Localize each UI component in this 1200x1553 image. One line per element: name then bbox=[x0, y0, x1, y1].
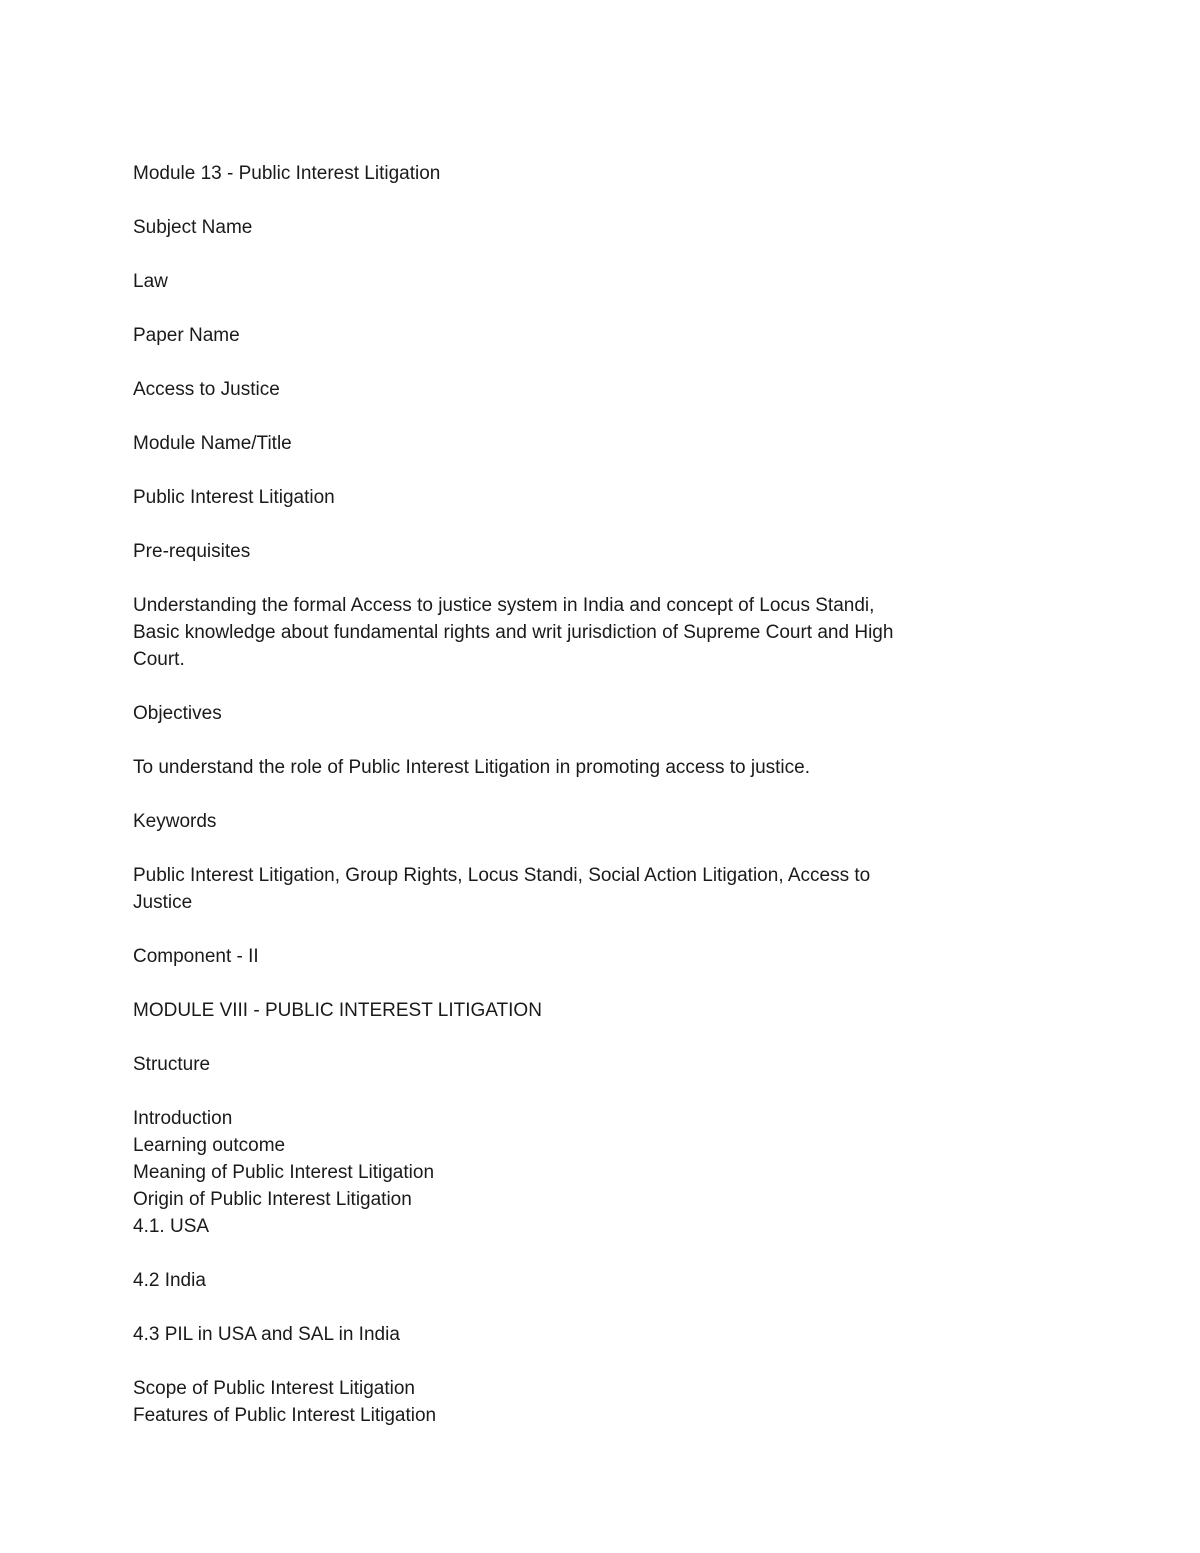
list-item: Origin of Public Interest Litigation bbox=[133, 1189, 412, 1210]
paper-value: Access to Justice bbox=[133, 379, 280, 400]
paper-label: Paper Name bbox=[133, 325, 240, 346]
keywords-line: Justice bbox=[133, 892, 193, 913]
objectives-label: Objectives bbox=[133, 703, 222, 724]
structure-label: Structure bbox=[133, 1054, 211, 1075]
module-value: Public Interest Litigation bbox=[133, 487, 335, 508]
structure-list bbox=[133, 1105, 973, 1240]
module-label: Module Name/Title bbox=[133, 433, 292, 454]
prereq-line: Court. bbox=[133, 649, 185, 670]
list-item: Features of Public Interest Litigation bbox=[133, 1405, 437, 1426]
module-heading: MODULE VIII - PUBLIC INTEREST LITIGATION bbox=[133, 1000, 542, 1021]
structure-list bbox=[133, 1375, 973, 1429]
list-item: 4.1. USA bbox=[133, 1216, 210, 1237]
list-item: Scope of Public Interest Litigation bbox=[133, 1378, 416, 1399]
document-body bbox=[133, 160, 973, 1456]
keywords-paragraph bbox=[133, 862, 973, 916]
list-item: 4.3 PIL in USA and SAL in India bbox=[133, 1324, 400, 1345]
list-item: 4.2 India bbox=[133, 1270, 206, 1291]
subject-value: Law bbox=[133, 271, 168, 292]
prereq-line: Basic knowledge about fundamental rights and writ jurisdiction of Supreme Court and High bbox=[133, 622, 894, 643]
subject-label: Subject Name bbox=[133, 217, 253, 238]
list-item: Introduction bbox=[133, 1108, 233, 1129]
list-item: Meaning of Public Interest Litigation bbox=[133, 1162, 435, 1183]
document-title: Module 13 - Public Interest Litigation bbox=[133, 163, 441, 184]
list-item: Learning outcome bbox=[133, 1135, 286, 1156]
prereq-line: Understanding the formal Access to justice system in India and concept of Locus Standi, bbox=[133, 595, 875, 616]
component-label: Component - II bbox=[133, 946, 259, 967]
prereq-paragraph bbox=[133, 592, 973, 673]
keywords-label: Keywords bbox=[133, 811, 217, 832]
objectives-value: To understand the role of Public Interest Litigation in promoting access to justice. bbox=[133, 757, 810, 778]
prereq-label: Pre-requisites bbox=[133, 541, 251, 562]
keywords-line: Public Interest Litigation, Group Rights, Locus Standi, Social Action Litigation, Access to bbox=[133, 865, 871, 886]
